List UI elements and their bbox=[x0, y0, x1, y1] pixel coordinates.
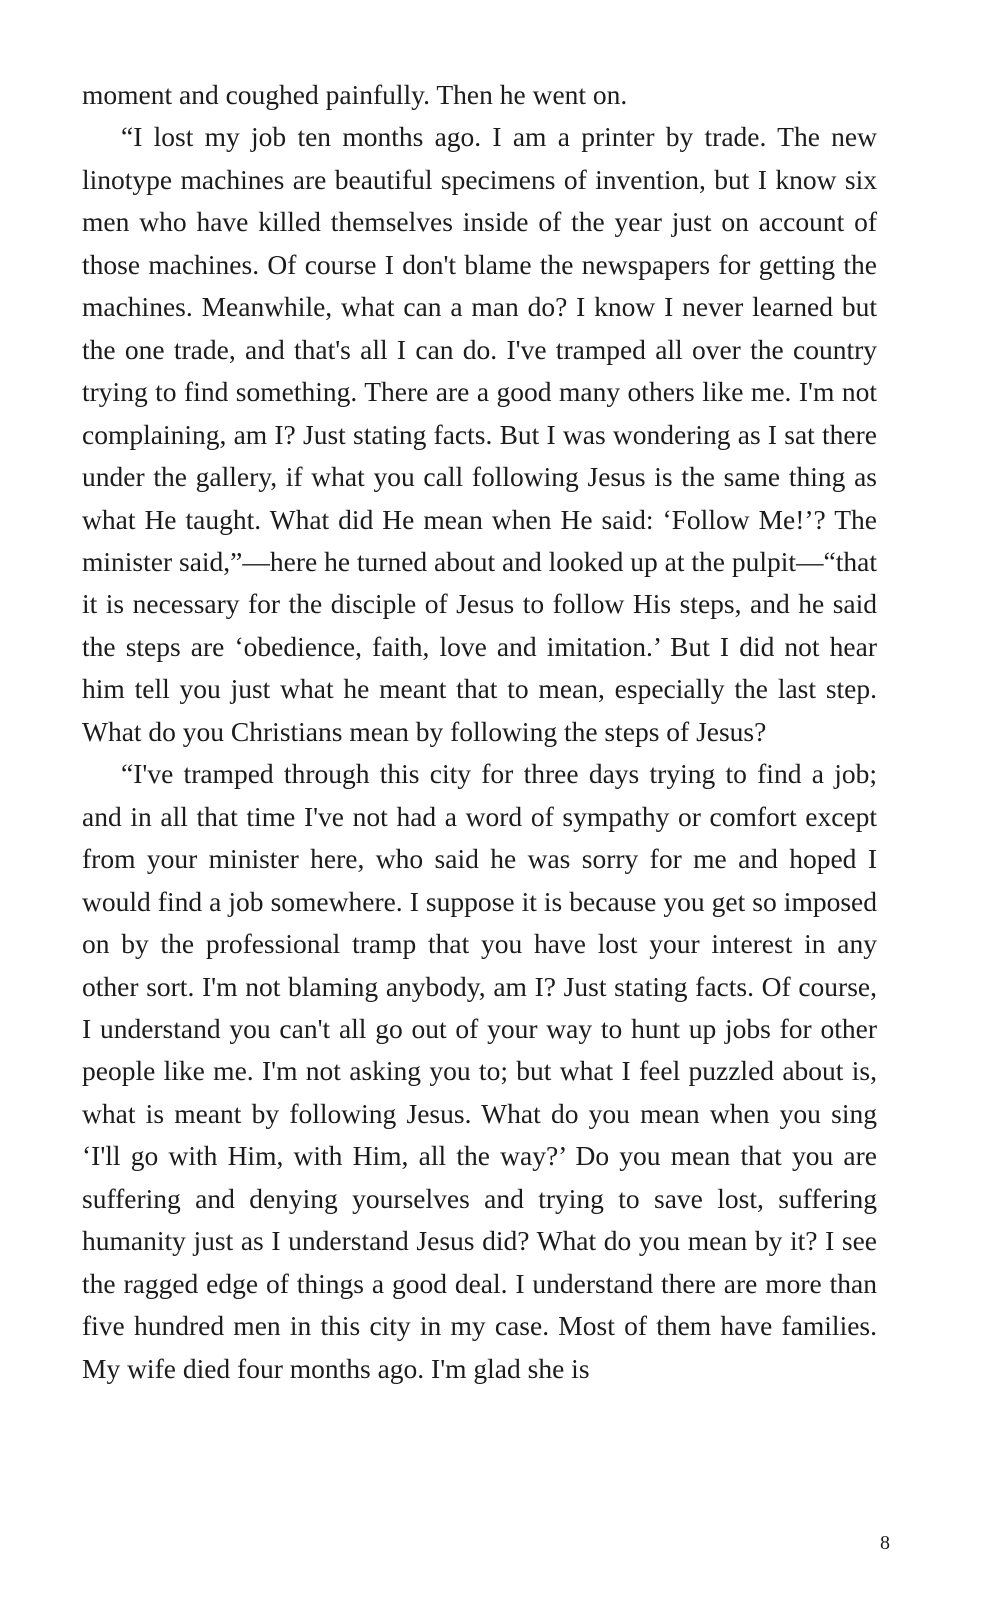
paragraph-2: “I lost my job ten months ago. I am a printer by trade. The new linotype machines are beautiful specimens of invention, but I know six men who have killed themselves inside of the year just on account of those machines. Of course I don't blame the newspapers for getting the machines. Meanwhile, what can a man do? I know I never learned but the one trade, and that's all I can do. I've tramped all over the country trying to find something. There are a good many others like me. I'm not complaining, am I? Just stating facts. But I was wondering as I sat there under the gallery, if what you call following Jesus is the same thing as what He taught. What did He mean when He said: ‘Follow Me!’? The minister said,”—here he turned about and looked up at the pulpit—“that it is necessary for the disciple of Jesus to follow His steps, and he said the steps are ‘obedience, faith, love and imitation.’ But I did not hear him tell you just what he meant that to mean, especially the last step. What do you Christians mean by following the steps of Jesus? bbox=[82, 121, 877, 747]
page-number: 8 bbox=[880, 1532, 890, 1554]
paragraph-3: “I've tramped through this city for three days trying to find a job; and in all that time I've not had a word of sympathy or comfort except from your minister here, who said he was sorry for me and hoped I would find a job somewhere. I suppose it is because you get so imposed on by the professional tramp that you have lost your interest in any other sort. I'm not blaming anybody, am I? Just stating facts. Of course, I understand you can't all go out of your way to hunt up jobs for other people like me. I'm not asking you to; but what I feel puzzled about is, what is meant by following Jesus. What do you mean when you sing ‘I'll go with Him, with Him, all the way?’ Do you mean that you are suffering and denying yourselves and trying to save lost, suffering humanity just as I understand Jesus did? What do you mean by it? I see the ragged edge of things a good deal. I understand there are more than five hundred men in this city in my case. Most of them have families. My wife died four months ago. I'm glad she is bbox=[82, 758, 877, 1384]
paragraph-1: moment and coughed painfully. Then he went on. bbox=[82, 79, 628, 110]
body-text bbox=[82, 74, 877, 1390]
